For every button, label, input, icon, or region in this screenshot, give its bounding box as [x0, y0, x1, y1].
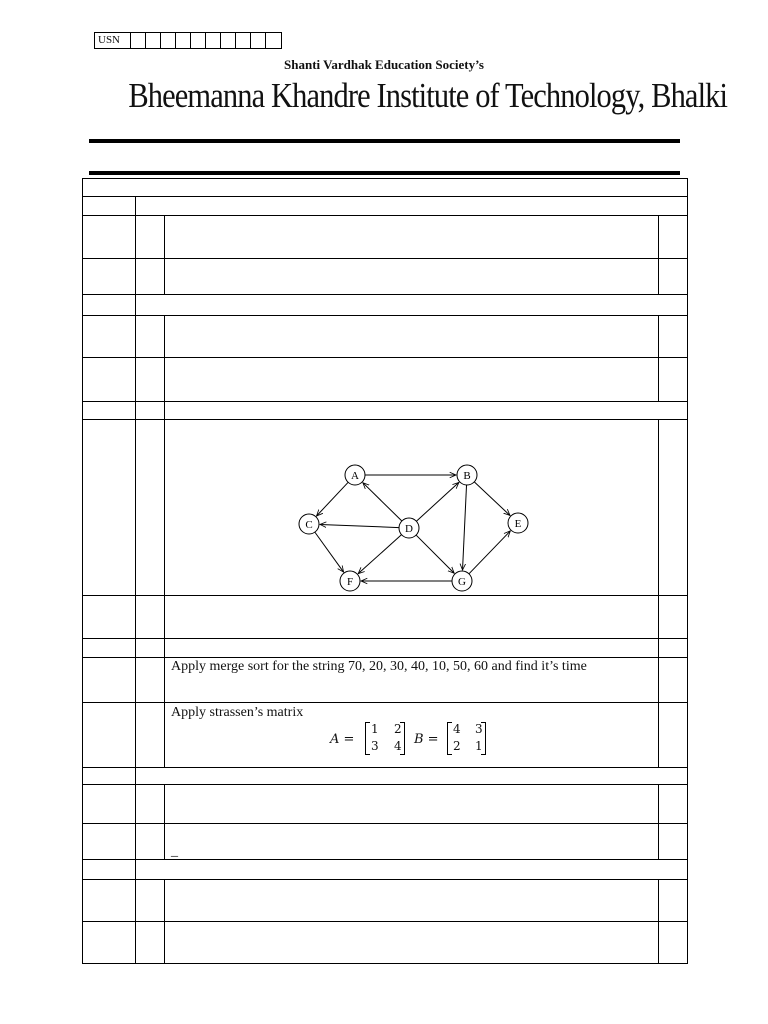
table-col-line	[658, 419, 659, 767]
table-col-line	[164, 784, 165, 859]
table-row-line	[82, 196, 688, 197]
graph-node-label: E	[514, 518, 522, 530]
graph-edge-d-a	[363, 483, 402, 521]
graph-node-label: F	[346, 576, 354, 588]
matrix-b-cell: 1	[475, 739, 483, 753]
matrix-b-cell: 3	[475, 722, 483, 736]
usn-cell	[146, 33, 161, 48]
table-row-line	[82, 419, 688, 420]
table-row-line	[82, 215, 688, 216]
matrix-b-cell: 4	[453, 722, 461, 736]
header-rule-bottom	[89, 171, 680, 175]
table-col-line	[135, 196, 136, 964]
table-row-line	[82, 702, 688, 703]
usn-cell	[161, 33, 176, 48]
graph-edge-d-f	[358, 535, 401, 574]
society-name: Shanti Vardhak Education Society’s	[284, 57, 484, 72]
graph-node-label: B	[463, 470, 471, 482]
question-merge-sort: Apply merge sort for the string 70, 20, 30, 40, 10, 50, 60 and find it’s time	[171, 659, 587, 674]
graph-edge-c-f	[315, 532, 344, 572]
graph-node-label: C	[305, 519, 313, 531]
usn-cell	[251, 33, 266, 48]
table-row-line	[82, 638, 688, 639]
graph-node-a	[345, 465, 365, 485]
matrix-a-cell: 1	[371, 722, 379, 736]
graph-edge-a-c	[317, 482, 349, 516]
matrix-a-bracket-right	[400, 722, 405, 755]
usn-cell	[236, 33, 251, 48]
question-placeholder-dash: _	[171, 844, 178, 859]
usn-box	[94, 32, 282, 49]
table-col-line	[658, 879, 659, 964]
table-row-line	[82, 767, 688, 768]
usn-cell	[221, 33, 236, 48]
usn-cell	[131, 33, 146, 48]
table-row-line	[82, 921, 688, 922]
graph-edge-d-c	[320, 524, 399, 527]
table-col-line	[164, 595, 165, 767]
table-col-line	[658, 215, 659, 294]
table-row-line	[82, 879, 688, 880]
table-row-line	[82, 401, 688, 402]
graph-node-c	[299, 514, 319, 534]
matrix-a-label: A =	[330, 732, 355, 747]
graph-node-label: G	[458, 576, 466, 588]
graph-node-b	[457, 465, 477, 485]
directed-graph-diagram	[290, 455, 540, 595]
graph-edge-b-g	[463, 485, 467, 570]
graph-node-d	[399, 518, 419, 538]
table-row-line	[82, 294, 688, 295]
graph-node-g	[452, 571, 472, 591]
graph-edge-g-e	[469, 531, 510, 574]
usn-cell	[206, 33, 221, 48]
matrix-b-bracket-left	[447, 722, 452, 755]
matrix-b-bracket-right	[481, 722, 486, 755]
table-col-line	[164, 315, 165, 419]
matrix-a-cell: 3	[371, 739, 379, 753]
matrix-a-cell: 2	[394, 722, 402, 736]
graph-edge-d-g	[416, 535, 454, 573]
graph-node-e	[508, 513, 528, 533]
matrix-a-bracket-left	[365, 722, 370, 755]
graph-edge-b-e	[474, 482, 510, 516]
table-col-line	[164, 215, 165, 294]
table-col-line	[164, 419, 165, 595]
matrix-b-cell: 2	[453, 739, 461, 753]
table-row-line	[82, 657, 688, 658]
question-strassen: Apply strassen’s matrix	[171, 705, 304, 720]
header-rule-top	[89, 139, 680, 143]
graph-node-f	[340, 571, 360, 591]
institute-name: Bheemanna Khandre Institute of Technology, Bhalki	[128, 76, 728, 115]
table-col-line	[164, 879, 165, 964]
table-col-line	[658, 315, 659, 401]
table-row-line	[82, 595, 688, 596]
usn-cell	[176, 33, 191, 48]
matrix-b-label: B =	[414, 732, 439, 747]
table-col-line	[658, 784, 659, 859]
table-row-line	[82, 784, 688, 785]
graph-node-label: A	[351, 470, 359, 482]
graph-edge-d-b	[416, 482, 458, 521]
usn-cell	[266, 33, 281, 48]
matrix-a-cell: 4	[394, 739, 402, 753]
table-row-line	[82, 258, 688, 259]
table-row-line	[82, 357, 688, 358]
table-row-line	[82, 315, 688, 316]
table-row-line	[82, 823, 688, 824]
usn-cell	[191, 33, 206, 48]
graph-node-label: D	[405, 523, 413, 535]
usn-label: USN	[95, 33, 131, 48]
